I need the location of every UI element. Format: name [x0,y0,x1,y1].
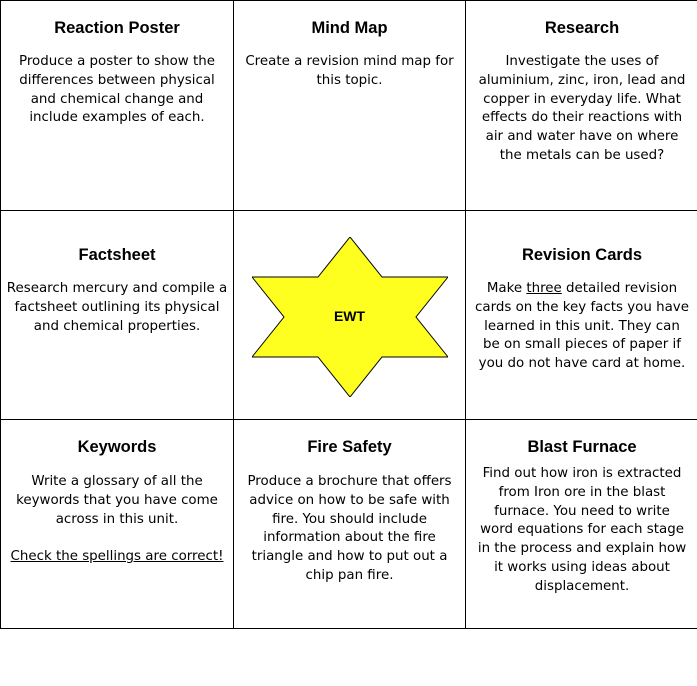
card-mind-map [234,1,466,211]
card-factsheet [1,211,234,420]
card-title: Blast Furnace [527,438,637,456]
card-title: Research [544,19,620,37]
card-text-end: detailed revision cards on the key facts you have learned in this unit. They can be on small pieces of paper if you do not have card at home. [475,281,689,372]
card-text: Research mercury and compile a factsheet outlining its physical and chemical properties. [6,281,228,334]
underlined-word: three [526,281,562,296]
card-title: Keywords [77,438,157,456]
card-title: Reaction Poster [54,19,180,37]
card-revision-cards [466,211,697,420]
card-text: Investigate the uses of aluminium, zinc, iron, lead and copper in everyday life. What effects do their reactions with air and water have on where the metals can be used? [478,54,686,163]
card-text [10,473,224,567]
card-title: Revision Cards [521,246,643,264]
card-text-main: Write a glossary of all the keywords that you have come across in this unit. [16,474,218,527]
card-title: Mind Map [311,19,388,37]
card-text: Create a revision mind map for this topic. [245,54,454,88]
star-label: EWT [333,308,366,324]
card-keywords [1,420,234,629]
center-star-cell [234,211,466,420]
card-text: Produce a poster to show the differences between physical and chemical change and include examples of each. [18,54,215,126]
card-title: Fire Safety [307,438,392,456]
card-text-start: Make [486,281,527,296]
card-text: Find out how iron is extracted from Iron ore in the blast furnace. You need to write word equations for each stage in the process and explain how it works using ideas about displacement. [477,466,687,594]
card-text: Produce a brochure that offers advice on how to be safe with fire. You should include information about the fire triangle and how to put out a chip pan fire. [247,474,452,583]
card-fire-safety [234,420,466,629]
card-text [475,280,689,374]
card-note: Check the spellings are correct! [10,549,224,565]
card-reaction-poster [1,1,234,211]
card-title: Factsheet [78,246,156,264]
card-research [466,1,697,211]
card-blast-furnace [466,420,697,629]
